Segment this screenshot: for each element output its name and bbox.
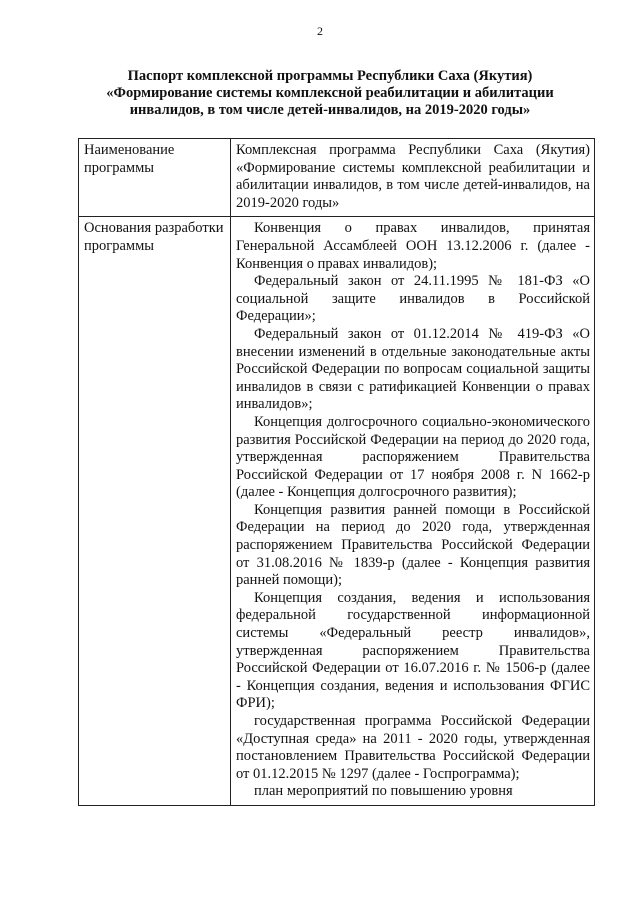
page-number: 2 xyxy=(317,24,323,38)
row-content: Комплексная программа Республики Саха (Якутия) «Формирование системы комплексной реабилитации и абилитации инвалидов, в том числе детей-инвалидов, на 2019-2020 годы» xyxy=(231,139,595,217)
basis-paragraph: Конвенция о правах инвалидов, принятая Генеральной Ассамблеей ООН 13.12.2006 г. (далее - Конвенция о правах инвалидов); xyxy=(236,220,590,272)
basis-paragraph: Концепция создания, ведения и использования федеральной государственной информационной системы «Федеральный реестр инвалидов», утвержденная распоряжением Правительства Российской Федерации от 16.07.2016 г. № 1506-р (далее - Концепция создания, ведения и использования ФГИС ФРИ); xyxy=(236,589,590,712)
basis-paragraph: Концепция долгосрочного социально-экономического развития Российской Федерации на период до 2020 года, утвержденная распоряжением Правительства Российской Федерации от 17 ноября 2008 г. N 1662-р (далее - Концепция долгосрочного развития); xyxy=(236,413,590,501)
table-row xyxy=(79,139,595,217)
basis-paragraph: Федеральный закон от 01.12.2014 № 419-ФЗ «О внесении изменений в отдельные законодательные акты Российской Федерации по вопросам социальной защиты инвалидов в связи с ратификацией Конвенции о правах инвалидов»; xyxy=(236,325,590,413)
document-title xyxy=(80,68,580,119)
title-line-2: «Формирование системы комплексной реабилитации и абилитации xyxy=(106,85,554,101)
basis-paragraph: Федеральный закон от 24.11.1995 № 181-ФЗ «О социальной защите инвалидов в Российской Федерации»; xyxy=(236,273,590,325)
basis-paragraph: Концепция развития ранней помощи в Российской Федерации на период до 2020 года, утвержденная распоряжением Правительства Российской Федерации от 31.08.2016 № 1839-р (далее - Концепция развития ранней помощи); xyxy=(236,501,590,589)
row-content xyxy=(231,217,595,806)
row-label: Наименование программы xyxy=(79,139,231,217)
basis-paragraph: государственная программа Российской Федерации «Доступная среда» на 2011 - 2020 годы, утвержденная постановлением Правительства Российской Федерации от 01.12.2015 № 1297 (далее - Госпрограмма); xyxy=(236,713,590,782)
basis-paragraph: план мероприятий по повышению уровня xyxy=(254,783,513,800)
table-row xyxy=(79,217,595,806)
title-line-1: Паспорт комплексной программы Республики Саха (Якутия) xyxy=(127,68,533,84)
passport-table xyxy=(78,138,595,806)
row-label: Основания разработки программы xyxy=(79,217,231,806)
title-line-3: инвалидов, в том числе детей-инвалидов, на 2019-2020 годы» xyxy=(129,102,531,118)
